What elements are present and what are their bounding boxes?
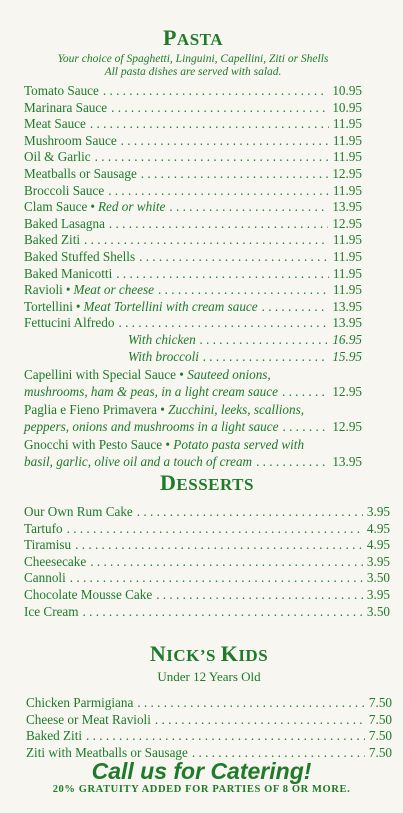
item-price: 11.95 bbox=[332, 232, 362, 248]
item-name: Cheesecake bbox=[24, 553, 87, 569]
item-price: 7.50 bbox=[368, 711, 392, 727]
item-price: 11.95 bbox=[332, 282, 362, 298]
item-name: Oil & Garlic bbox=[24, 149, 91, 165]
bullet-separator: • bbox=[65, 282, 71, 298]
menu-item bbox=[24, 521, 390, 538]
item-name: Ravioli bbox=[24, 282, 63, 298]
catering-section bbox=[0, 758, 403, 795]
item-price: 7.50 bbox=[368, 695, 392, 710]
item-name: Mushroom Sauce bbox=[24, 132, 117, 148]
menu-item bbox=[24, 587, 390, 604]
dot-leader bbox=[108, 183, 329, 200]
menu-item bbox=[24, 199, 362, 216]
item-description: Sauteed onions, bbox=[187, 367, 271, 383]
item-price: 16.95 bbox=[332, 331, 362, 347]
menu-item bbox=[24, 249, 362, 266]
item-name: Baked Ziti bbox=[26, 728, 83, 744]
dot-leader bbox=[111, 100, 328, 117]
item-price: 11.95 bbox=[332, 132, 362, 148]
special-line-1: Paglia e Fieno Primavera • Zucchini, leeks, scallions, bbox=[24, 402, 305, 418]
bullet-separator: • bbox=[75, 298, 81, 314]
item-price: 10.95 bbox=[332, 83, 362, 98]
item-description: basil, garlic, olive oil and a touch of cream bbox=[24, 454, 253, 470]
pasta-specials bbox=[24, 367, 362, 471]
menu-item bbox=[24, 166, 362, 183]
pasta-list bbox=[24, 83, 362, 332]
item-price: 11.95 bbox=[332, 182, 362, 198]
special-item bbox=[24, 367, 362, 400]
dot-leader bbox=[95, 149, 329, 166]
item-name: Ice Cream bbox=[24, 603, 79, 619]
gratuity-note: 20% GRATUITY ADDED FOR PARTIES OF 8 OR MORE. bbox=[52, 784, 351, 795]
special-line-2 bbox=[24, 384, 362, 401]
menu-item bbox=[24, 266, 362, 283]
menu-item bbox=[24, 216, 362, 233]
kids-section bbox=[26, 634, 392, 761]
bullet-separator: • bbox=[90, 199, 95, 215]
dot-leader bbox=[200, 332, 329, 349]
dot-leader bbox=[158, 282, 329, 299]
menu-item bbox=[24, 282, 362, 299]
item-description: Potato pasta served with bbox=[173, 437, 305, 453]
item-name: Capellini with Special Sauce bbox=[24, 367, 176, 383]
kids-title: NICK’S KIDS bbox=[149, 641, 269, 666]
item-price: 12.95 bbox=[332, 165, 362, 181]
item-name: Our Own Rum Cake bbox=[24, 504, 133, 519]
pasta-title: PASTA bbox=[162, 25, 224, 50]
item-name: Tortellini bbox=[24, 298, 73, 314]
item-name: Chocolate Mousse Cake bbox=[24, 586, 153, 602]
item-name: Meat Sauce bbox=[24, 116, 86, 132]
kids-age-note: Under 12 Years Old bbox=[157, 669, 261, 684]
item-name: Tomato Sauce bbox=[24, 83, 99, 98]
item-description: mushrooms, ham & peas, in a light cream sauce bbox=[24, 383, 278, 399]
item-name: Baked Ziti bbox=[24, 232, 81, 248]
item-name: Broccoli Sauce bbox=[24, 182, 105, 198]
dot-leader bbox=[139, 249, 329, 266]
alfredo-option bbox=[24, 332, 362, 349]
item-name: Clam Sauce bbox=[24, 199, 88, 215]
item-name: Meatballs or Sausage bbox=[24, 165, 137, 181]
item-price: 7.50 bbox=[368, 744, 392, 760]
dot-leader bbox=[169, 199, 328, 216]
pasta-section bbox=[24, 18, 362, 471]
item-name: Baked Stuffed Shells bbox=[24, 248, 136, 264]
item-name: With broccoli bbox=[128, 348, 199, 364]
item-price: 3.50 bbox=[366, 603, 390, 619]
dot-leader bbox=[75, 537, 363, 554]
item-price: 3.95 bbox=[366, 553, 390, 569]
dot-leader bbox=[155, 712, 365, 729]
item-price: 13.95 bbox=[332, 199, 362, 215]
menu-item bbox=[24, 604, 390, 621]
desserts-title: DESSERTS bbox=[160, 470, 254, 495]
item-price: 3.95 bbox=[366, 586, 390, 602]
pasta-subtitle-salad: All pasta dishes are served with salad. bbox=[104, 66, 282, 78]
dot-leader bbox=[156, 587, 363, 604]
dot-leader bbox=[262, 299, 329, 316]
dot-leader bbox=[203, 349, 328, 366]
item-name: Tiramisu bbox=[24, 537, 72, 553]
special-line-1: Gnocchi with Pesto Sauce • Potato pasta served with bbox=[24, 437, 305, 453]
item-price: 12.95 bbox=[332, 383, 362, 399]
catering-callout: Call us for Catering! bbox=[91, 758, 312, 784]
dot-leader bbox=[70, 570, 363, 587]
menu-item bbox=[26, 728, 392, 745]
item-price: 12.95 bbox=[332, 418, 362, 434]
menu-item bbox=[24, 232, 362, 249]
dot-leader bbox=[103, 83, 328, 100]
menu-item bbox=[26, 695, 392, 712]
menu-item bbox=[24, 100, 362, 117]
item-name: Chicken Parmigiana bbox=[26, 695, 134, 710]
item-price: 11.95 bbox=[332, 248, 362, 264]
menu-item bbox=[26, 712, 392, 729]
item-price: 10.95 bbox=[332, 99, 362, 115]
dot-leader bbox=[282, 419, 328, 436]
item-name: Cheese or Meat Ravioli bbox=[26, 711, 151, 727]
dot-leader bbox=[84, 232, 329, 249]
dot-leader bbox=[86, 728, 365, 745]
dot-leader bbox=[116, 266, 329, 283]
menu-item bbox=[24, 116, 362, 133]
menu-item bbox=[24, 570, 390, 587]
dot-leader bbox=[282, 384, 328, 401]
item-name: Ziti with Meatballs or Sausage bbox=[26, 744, 188, 760]
item-price: 13.95 bbox=[332, 298, 362, 314]
dot-leader bbox=[141, 166, 329, 183]
special-line-2 bbox=[24, 419, 362, 436]
dot-leader bbox=[137, 504, 363, 521]
item-description: Red or white bbox=[97, 199, 166, 215]
menu-item bbox=[24, 183, 362, 200]
item-name: With chicken bbox=[128, 331, 196, 347]
menu-item bbox=[24, 554, 390, 571]
item-price: 3.50 bbox=[366, 570, 390, 586]
item-description: Meat Tortellini with cream sauce bbox=[83, 298, 258, 314]
item-price: 11.95 bbox=[332, 149, 362, 165]
dot-leader bbox=[67, 521, 363, 538]
dot-leader bbox=[137, 695, 365, 712]
pasta-subtitle-choice: Your choice of Spaghetti, Linguini, Capellini, Ziti or Shells bbox=[57, 53, 329, 65]
kids-list bbox=[26, 695, 392, 761]
menu-item bbox=[24, 504, 390, 521]
menu-item bbox=[24, 537, 390, 554]
dot-leader bbox=[90, 554, 363, 571]
item-price: 4.95 bbox=[366, 537, 390, 553]
item-price: 11.95 bbox=[332, 265, 362, 281]
alfredo-options bbox=[24, 332, 362, 365]
menu-item bbox=[24, 149, 362, 166]
item-description: Zucchini, leeks, scallions, bbox=[168, 402, 305, 418]
item-price: 11.95 bbox=[332, 116, 362, 132]
desserts-section bbox=[24, 463, 390, 620]
dot-leader bbox=[109, 216, 328, 233]
menu-item bbox=[24, 315, 362, 332]
item-name: Baked Manicotti bbox=[24, 265, 113, 281]
menu-item bbox=[24, 299, 362, 316]
item-name: Marinara Sauce bbox=[24, 99, 108, 115]
item-name: Paglia e Fieno Primavera bbox=[24, 402, 157, 418]
menu-item bbox=[24, 83, 362, 100]
item-price: 12.95 bbox=[332, 215, 362, 231]
item-price: 7.50 bbox=[368, 728, 392, 744]
item-name: Fettucini Alfredo bbox=[24, 315, 115, 331]
item-price: 13.95 bbox=[332, 454, 362, 470]
item-description: Meat or cheese bbox=[73, 282, 155, 298]
item-price: 13.95 bbox=[332, 315, 362, 331]
item-price: 4.95 bbox=[366, 520, 390, 536]
dot-leader bbox=[83, 604, 363, 621]
item-name: Baked Lasagna bbox=[24, 215, 105, 231]
menu-item bbox=[24, 133, 362, 150]
dot-leader bbox=[118, 315, 328, 332]
item-price: 15.95 bbox=[332, 348, 362, 364]
item-price: 3.95 bbox=[366, 504, 390, 519]
dot-leader bbox=[121, 133, 329, 150]
item-name: Tartufo bbox=[24, 520, 63, 536]
alfredo-option bbox=[24, 349, 362, 366]
special-line-1: Capellini with Special Sauce • Sauteed onions, bbox=[24, 367, 271, 383]
dot-leader bbox=[90, 116, 329, 133]
special-item bbox=[24, 402, 362, 435]
item-name: Gnocchi with Pesto Sauce bbox=[24, 437, 163, 453]
desserts-list bbox=[24, 504, 390, 620]
item-description: peppers, onions and mushrooms in a light sauce bbox=[24, 418, 279, 434]
item-name: Cannoli bbox=[24, 570, 66, 586]
